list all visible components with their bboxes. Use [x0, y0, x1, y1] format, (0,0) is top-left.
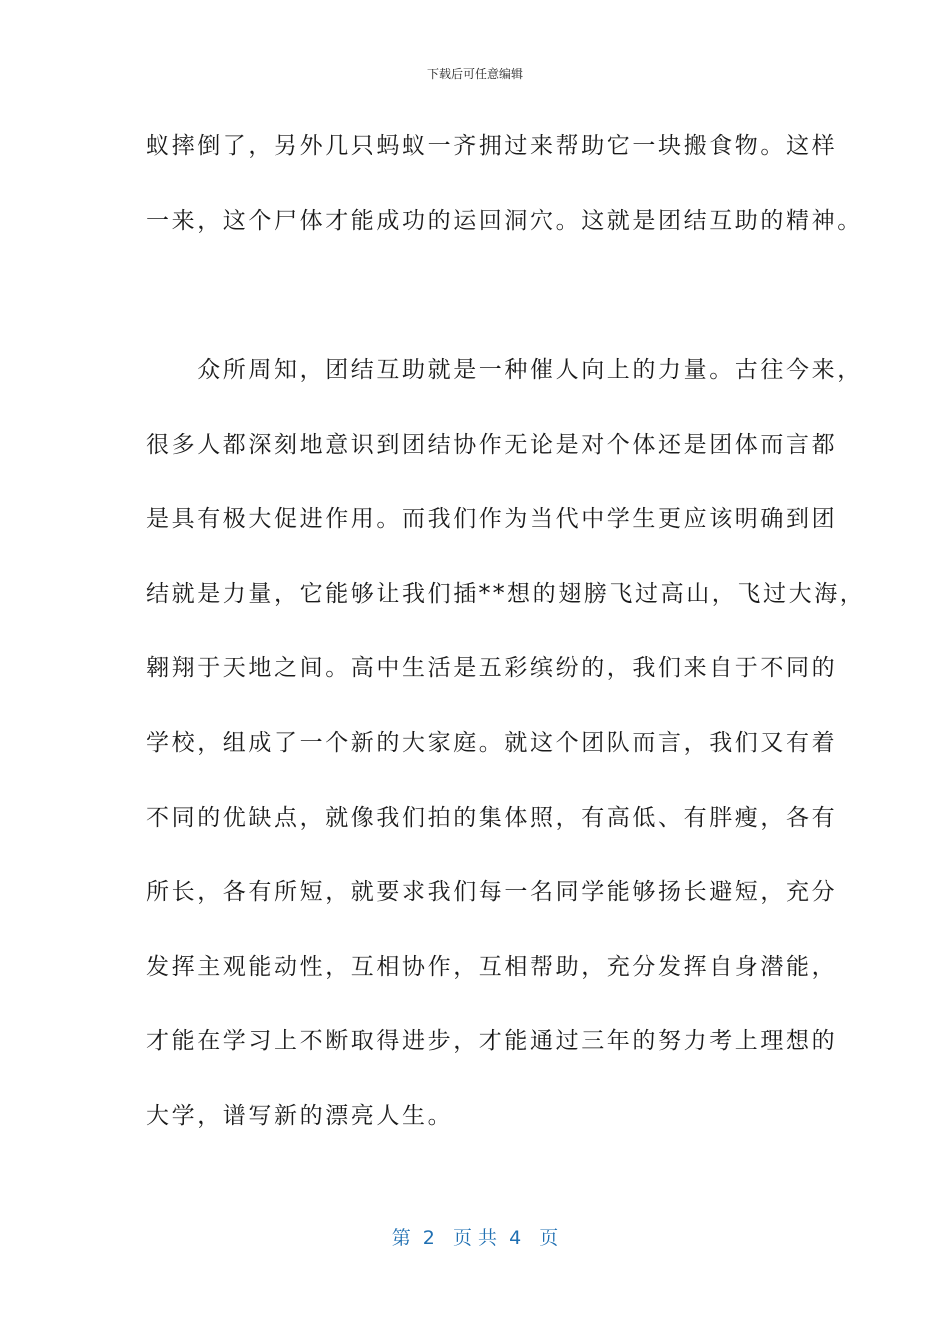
page-number: 第 2 页 共 4 页: [391, 1227, 559, 1249]
body-line: 是具有极大促进作用。而我们作为当代中学生更应该明确到团: [146, 506, 838, 532]
body-line: 发挥主观能动性，互相协作，互相帮助，充分发挥自身潜能，: [146, 954, 838, 980]
page-header: 下载后可任意编辑: [426, 67, 523, 81]
body-line: 很多人都深刻地意识到团结协作无论是对个体还是团体而言都: [146, 432, 838, 458]
body-line: 所长，各有所短，就要求我们每一名同学能够扬长避短，充分: [146, 879, 838, 905]
body-line: 学校，组成了一个新的大家庭。就这个团队而言，我们又有着: [146, 730, 838, 756]
body-line: 大学，谱写新的漂亮人生。: [146, 1103, 454, 1129]
body-line: 一来，这个尸体才能成功的运回洞穴。这就是团结互助的精神。: [146, 208, 863, 234]
body-line: 蚁摔倒了，另外几只蚂蚁一齐拥过来帮助它一块搬食物。这样: [146, 133, 838, 159]
body-line: 不同的优缺点，就像我们拍的集体照，有高低、有胖瘦，各有: [146, 805, 838, 831]
body-line: 翱翔于天地之间。高中生活是五彩缤纷的，我们来自于不同的: [146, 655, 838, 681]
body-line: 众所周知，团结互助就是一种催人向上的力量。古往今来，: [146, 357, 863, 383]
body-line: 才能在学习上不断取得进步，才能通过三年的努力考上理想的: [146, 1028, 838, 1054]
body-line: 结就是力量，它能够让我们插**想的翅膀飞过高山，飞过大海，: [146, 581, 866, 607]
